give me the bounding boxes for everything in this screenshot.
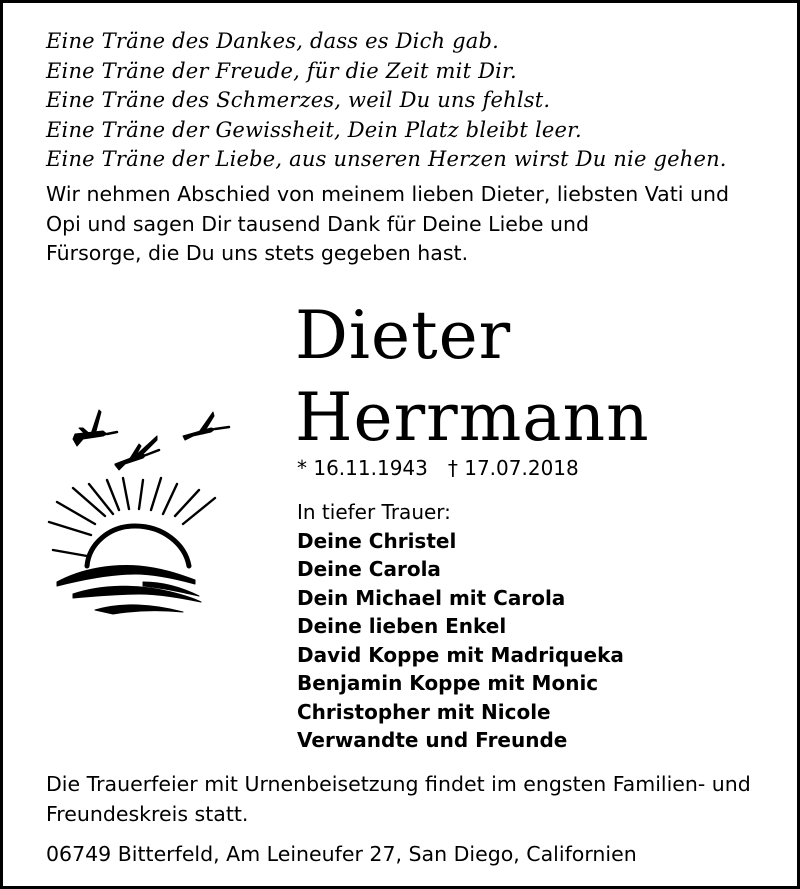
mourner-name: Benjamin Koppe mit Monic — [297, 671, 599, 695]
poem-line: Eine Träne der Freude, für die Zeit mit Dir. — [46, 58, 517, 83]
sunset-with-cranes-icon — [43, 398, 233, 633]
crane-icon — [73, 410, 117, 446]
mourner-name: Deine Christel — [297, 528, 457, 553]
deceased-name — [295, 295, 650, 459]
death-date: † 17.07.2018 — [447, 456, 579, 480]
poem-line: Eine Träne des Dankes, dass es Dich gab. — [46, 29, 500, 53]
mourners-label: In tiefer Trauer: — [297, 500, 451, 524]
farewell-text — [46, 180, 766, 269]
funeral-note-line: Freundeskreis statt. — [46, 801, 249, 826]
mourner-name: Deine lieben Enkel — [297, 614, 507, 638]
mourner-name: David Koppe mit Madriqueka — [297, 642, 624, 667]
sun-rays-icon — [49, 478, 215, 556]
poem — [46, 27, 727, 175]
mourner-name: Verwandte und Freunde — [297, 728, 568, 752]
poem-line: Eine Träne der Gewissheit, Dein Platz bleibt leer. — [46, 117, 582, 142]
farewell-line: Fürsorge, die Du uns stets gegeben hast. — [46, 241, 469, 265]
poem-line: Eine Träne des Schmerzes, weil Du uns fehlst. — [46, 88, 551, 112]
crane-icon — [115, 436, 159, 470]
life-dates — [297, 456, 579, 480]
last-name: Herrmann — [295, 379, 650, 456]
first-name: Dieter — [295, 297, 512, 374]
mourner-name: Dein Michael mit Carola — [297, 585, 566, 610]
farewell-line: Opi und sagen Dir tausend Dank für Deine Liebe und — [46, 211, 590, 236]
address: 06749 Bitterfeld, Am Leineufer 27, San Diego, Californien — [46, 842, 637, 866]
mourners-list — [297, 498, 624, 755]
farewell-line: Wir nehmen Abschied von meinem lieben Dieter, liebsten Vati und — [46, 182, 729, 206]
mourner-name: Christopher mit Nicole — [297, 699, 551, 724]
mourner-name: Deine Carola — [297, 557, 441, 581]
poem-line: Eine Träne der Liebe, aus unseren Herzen wirst Du nie gehen. — [46, 147, 727, 171]
funeral-note — [46, 770, 751, 829]
funeral-note-line: Die Trauerfeier mit Urnenbeisetzung findet im engsten Familien- und — [46, 772, 751, 796]
birth-date: * 16.11.1943 — [297, 456, 428, 480]
crane-icon — [183, 412, 229, 440]
